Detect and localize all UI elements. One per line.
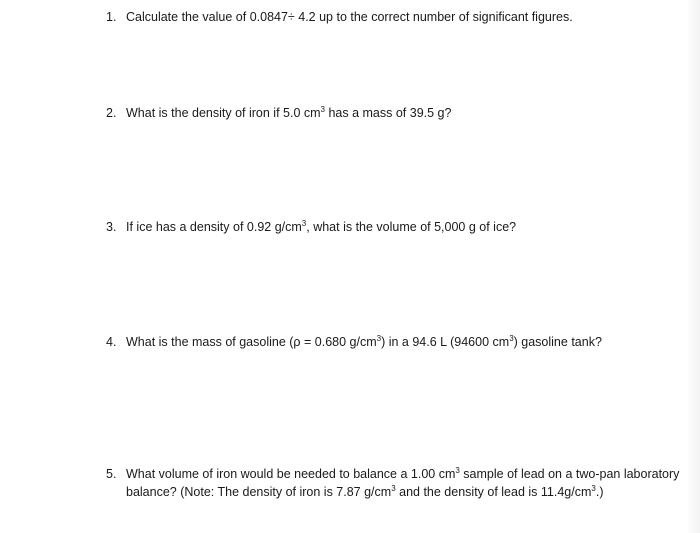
question-text-segment: sample of lead on a two-pan laboratory	[459, 467, 680, 481]
page-edge-shadow	[686, 0, 700, 533]
question-text-segment: What is the density of iron if 5.0 cm	[126, 106, 321, 120]
question-line	[126, 218, 696, 236]
question-line	[126, 104, 696, 122]
question-text-segment: What volume of iron would be needed to balance a 1.00 cm	[126, 467, 456, 481]
question-text	[126, 104, 696, 122]
question-text	[126, 333, 696, 351]
question-text	[126, 8, 696, 26]
question-text-segment: ) gasoline tank?	[513, 335, 602, 349]
question-number: 3.	[106, 220, 117, 234]
question-text-segment: What is the mass of gasoline (ρ = 0.680 g/cm	[126, 335, 377, 349]
question-text-segment: If ice has a density of 0.92 g/cm	[126, 220, 302, 234]
question-text	[126, 465, 696, 501]
question-line-2	[126, 483, 696, 501]
question-text-segment: Calculate the value of 0.0847÷ 4.2 up to the correct number of significant figures.	[126, 10, 573, 24]
question-text-segment: and the density of lead is 11.4g/cm	[395, 485, 592, 499]
question-number: 1.	[106, 10, 117, 24]
question-line-1	[126, 465, 696, 483]
question-text-segment: has a mass of 39.5 g?	[324, 106, 452, 120]
superscript-exponent: 3	[391, 484, 396, 493]
question-number: 2.	[106, 106, 117, 120]
question-line	[126, 333, 696, 351]
question-text-segment: ) in a 94.6 L (94600 cm	[381, 335, 510, 349]
question-text-segment: .)	[595, 485, 604, 499]
superscript-exponent: 3	[301, 219, 307, 228]
superscript-exponent: 3	[509, 334, 514, 343]
superscript-exponent: 3	[455, 466, 460, 475]
question-line	[126, 8, 696, 26]
superscript-exponent: 3	[591, 484, 596, 493]
question-text-segment: balance? (Note: The density of iron is 7.87 g/cm	[126, 485, 392, 499]
question-number: 5.	[106, 467, 117, 481]
question-text-segment: , what is the volume of 5,000 g of ice?	[306, 220, 517, 234]
question-text	[126, 218, 696, 236]
question-number: 4.	[106, 335, 117, 349]
superscript-exponent: 3	[376, 334, 382, 343]
superscript-exponent: 3	[320, 105, 325, 114]
